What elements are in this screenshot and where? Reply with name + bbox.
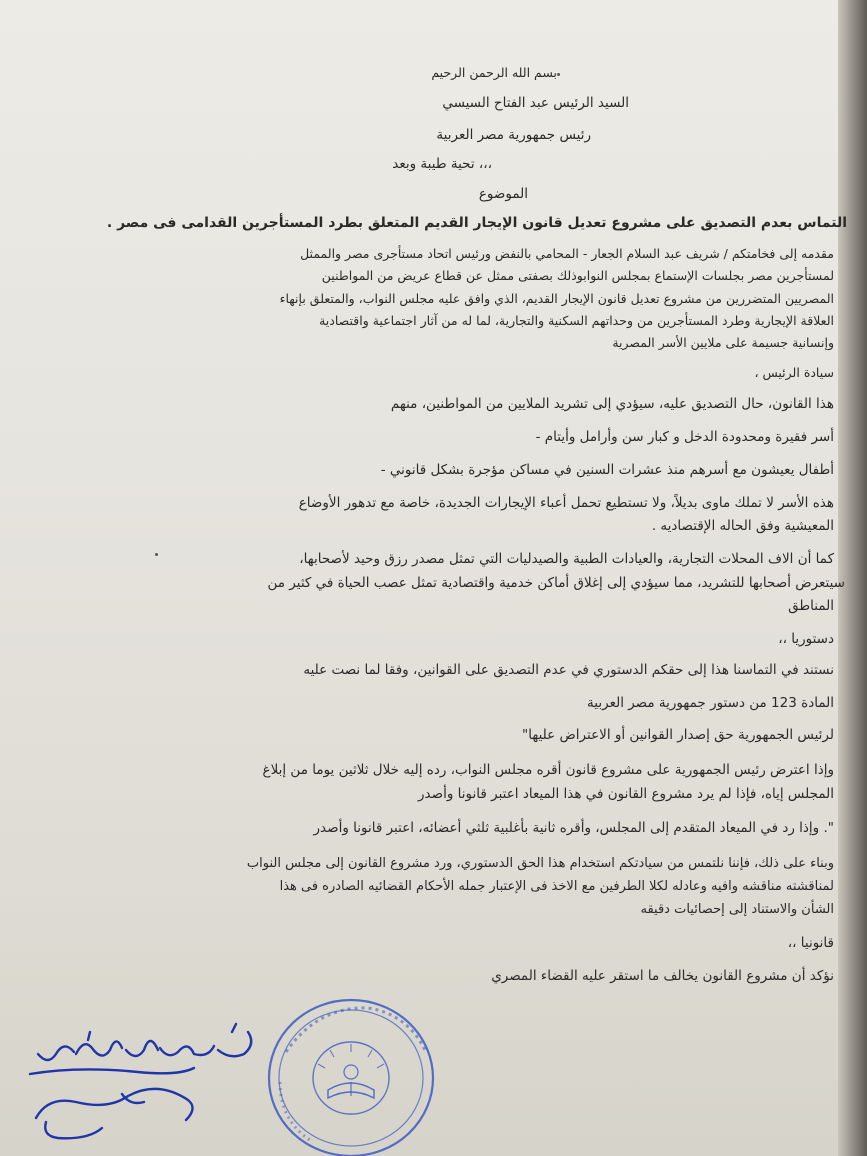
subject-label: الموضوع	[478, 186, 528, 202]
paragraph: المعيشية وفق الحاله الإقتصاديه .	[651, 518, 834, 534]
ink-dot	[155, 553, 158, 556]
article-reference: المادة 123 من دستور جمهورية مصر العربية	[587, 695, 834, 711]
paragraph: لمناقشته مناقشه وافيه وعادله لكلا الطرفين مع الاخذ فى الإعتبار جمله الأحكام القضائيه الصادره فى هذا	[279, 879, 834, 894]
paragraph: أطفال يعيشون مع أسرهم منذ عشرات السنين في مساكن مؤجرة بشكل قانوني -	[380, 462, 834, 478]
paragraph: وبناء على ذلك، فإننا نلتمس من سيادتكم استخدام هذا الحق الدستوري، ورد مشروع القانون إلى مجلس النواب	[246, 856, 834, 871]
intro-line: لمستأجرين مصر بجلسات الإستماع بمجلس النوابوذلك بصفتى ممثل عن قطاع عريض من المواطنين	[321, 268, 834, 283]
quote-line: لرئيس الجمهورية حق إصدار القوانين أو الاعتراض عليها"	[522, 727, 834, 743]
recipient-title: رئيس جمهورية مصر العربية	[436, 127, 591, 143]
intro-line: وإنسانية جسيمة على ملايين الأسر المصرية	[612, 335, 834, 350]
ink-dot	[557, 73, 560, 76]
salutation: سيادة الرئيس ،	[754, 365, 834, 380]
subject-line: التماس بعدم التصديق على مشروع تعديل قانون الإيجار القديم المتعلق بطرد المستأجرين القدامى فى مصر .	[106, 215, 847, 231]
quote-line: المجلس إياه، فإذا لم يرد مشروع القانون في هذا الميعاد اعتبر قانونا وأصدر	[418, 786, 834, 802]
quote-line: ". وإذا رد في الميعاد المتقدم إلى المجلس، وأقره ثانية بأغلبية ثلثي أعضائه، اعتبر قانونا وأصدر	[313, 820, 834, 836]
greeting: ،،، تحية طيبة وبعد	[392, 156, 492, 172]
paragraph: المناطق	[788, 598, 834, 614]
recipient-name: السيد الرئيس عبد الفتاح السيسي	[442, 95, 629, 111]
paragraph: سيتعرض أصحابها للتشريد، مما سيؤدي إلى إغلاق أماكن خدمية واقتصادية تمثل عصب الحياة في كثير من	[267, 575, 845, 591]
official-stamp	[258, 992, 444, 1156]
intro-line: العلاقة الإيجارية وطرد المستأجرين من وحداتهم السكنية والتجارية، لما له من آثار اجتماعية واقتصادية	[319, 313, 834, 328]
paragraph: هذه الأسر لا تملك ماوى بديلاً، ولا تستطيع تحمل أعباء الإيجارات الجديدة، خاصة مع تدهور الأوضاع	[298, 495, 834, 511]
intro-line: المصريين المتضررين من مشروع تعديل قانون الإيجار القديم، الذي وافق عليه مجلس النواب، والمتعلق بإنهاء	[279, 291, 834, 306]
paragraph: الشأن والاستناد إلى إحصائيات دقيقه	[640, 902, 834, 917]
paragraph: كما أن الاف المحلات التجارية، والعيادات الطبية والصيدليات التي تمثل مصدر رزق وحيد لأصحابها،	[299, 551, 834, 567]
paragraph: هذا القانون، حال التصديق عليه، سيؤدي إلى تشريد الملايين من المواطنين، منهم	[390, 396, 834, 412]
basmala: بسم الله الرحمن الرحيم	[431, 65, 557, 80]
intro-line: مقدمه إلى فخامتكم / شريف عبد السلام الجعار - المحامي بالنفض ورئيس اتحاد مستأجرى مصر والممثل	[300, 246, 834, 261]
quote-line: وإذا اعترض رئيس الجمهورية على مشروع قانون أقره مجلس النواب، رده إليه خلال ثلاثين يوما من إبلاغ	[262, 762, 834, 778]
handwritten-signature	[18, 1010, 268, 1156]
paragraph: نستند في التماسنا هذا إلى حقكم الدستوري في عدم التصديق على القوانين، وفقا لما نصت عليه	[303, 662, 834, 678]
paragraph: نؤكد أن مشروع القانون يخالف ما استقر عليه القضاء المصري	[491, 968, 834, 984]
paragraph: أسر فقيرة ومحدودة الدخل و كبار سن وأرامل وأيتام -	[535, 429, 834, 445]
section-label-legal: قانونيا ،،	[787, 935, 834, 951]
section-label-constitutional: دستوريا ،،	[778, 631, 834, 647]
